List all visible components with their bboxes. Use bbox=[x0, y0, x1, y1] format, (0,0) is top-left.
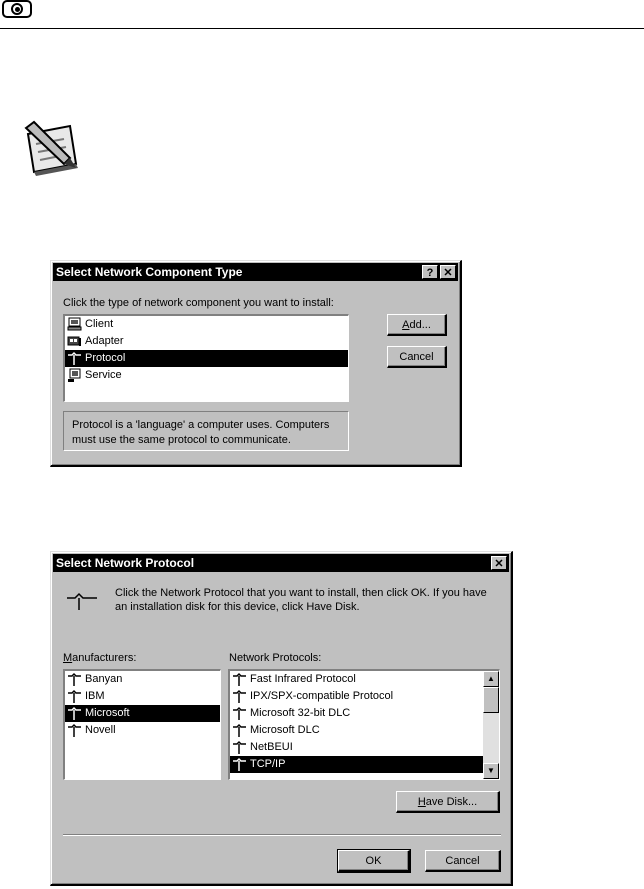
select-network-protocol-dialog bbox=[50, 551, 513, 886]
list-item-manufacturer[interactable]: Microsoft bbox=[65, 705, 220, 722]
manufacturers-list[interactable] bbox=[63, 669, 221, 780]
list-item-service[interactable]: Service bbox=[65, 367, 348, 384]
scroll-up-arrow-icon[interactable]: ▲ bbox=[483, 671, 499, 687]
list-item-manufacturer[interactable]: Novell bbox=[65, 722, 220, 739]
protocol-icon bbox=[67, 723, 82, 738]
network-protocols-list[interactable] bbox=[228, 669, 500, 780]
client-icon bbox=[67, 317, 82, 332]
publisher-logo-icon bbox=[2, 0, 32, 18]
list-item-protocol[interactable]: Microsoft DLC bbox=[230, 722, 499, 739]
protocol-icon bbox=[232, 706, 247, 721]
scroll-down-arrow-icon[interactable]: ▼ bbox=[483, 763, 499, 779]
list-item-client[interactable]: Client bbox=[65, 316, 348, 333]
protocols-scrollbar[interactable] bbox=[483, 671, 499, 779]
list-item-manufacturer[interactable]: IBM bbox=[65, 688, 220, 705]
dialog-title: Select Network Protocol bbox=[56, 556, 195, 570]
protocol-icon bbox=[67, 672, 82, 687]
dialog-title: Select Network Component Type bbox=[56, 265, 243, 279]
select-network-component-type-dialog bbox=[50, 260, 462, 467]
service-icon bbox=[67, 368, 82, 383]
list-item-protocol[interactable]: IPX/SPX-compatible Protocol bbox=[230, 688, 499, 705]
dialog-title-bar bbox=[53, 554, 509, 572]
cancel-button[interactable]: Cancel bbox=[425, 850, 501, 872]
protocol-icon bbox=[67, 351, 82, 366]
close-button[interactable]: ✕ bbox=[491, 556, 507, 570]
adapter-icon bbox=[67, 334, 82, 349]
component-type-list[interactable] bbox=[63, 314, 349, 402]
header-rule bbox=[0, 28, 644, 29]
dialog-separator bbox=[63, 834, 501, 836]
protocol-icon bbox=[232, 723, 247, 738]
protocol-icon bbox=[65, 590, 99, 612]
close-button[interactable]: ✕ bbox=[440, 265, 456, 279]
manufacturers-label: Manufacturers: bbox=[63, 652, 137, 664]
list-item-protocol[interactable]: TCP/IP bbox=[230, 756, 483, 773]
list-item-adapter[interactable]: Adapter bbox=[65, 333, 348, 350]
help-button[interactable]: ? bbox=[422, 265, 438, 279]
component-instruction: Click the type of network component you want to install: bbox=[63, 297, 334, 309]
component-description: Protocol is a 'language' a computer uses. Computers must use the same protocol to communicate. bbox=[63, 411, 349, 451]
network-protocols-label: Network Protocols: bbox=[229, 652, 322, 664]
list-item-protocol[interactable]: Fast Infrared Protocol bbox=[230, 671, 499, 688]
dialog-title-bar bbox=[53, 263, 458, 281]
protocol-instruction: Click the Network Protocol that you want to install, then click OK. If you have an installation disk for this device, click Have Disk. bbox=[115, 587, 487, 613]
list-item-protocol[interactable]: Microsoft 32-bit DLC bbox=[230, 705, 499, 722]
protocol-icon bbox=[232, 672, 247, 687]
protocol-icon bbox=[232, 740, 247, 755]
protocol-icon bbox=[67, 689, 82, 704]
list-item-protocol[interactable]: NetBEUI bbox=[230, 739, 499, 756]
scroll-thumb[interactable] bbox=[483, 687, 499, 713]
have-disk-button[interactable]: Have Disk... bbox=[396, 791, 500, 813]
protocol-icon bbox=[67, 706, 82, 721]
protocol-icon bbox=[232, 757, 247, 772]
note-pencil-icon bbox=[20, 120, 82, 176]
list-item-manufacturer[interactable]: Banyan bbox=[65, 671, 220, 688]
ok-button[interactable]: OK bbox=[338, 850, 410, 872]
list-item-protocol[interactable]: Protocol bbox=[65, 350, 348, 367]
protocol-icon bbox=[232, 689, 247, 704]
cancel-button[interactable]: Cancel bbox=[387, 346, 447, 368]
add-button[interactable]: Add... bbox=[387, 314, 447, 336]
